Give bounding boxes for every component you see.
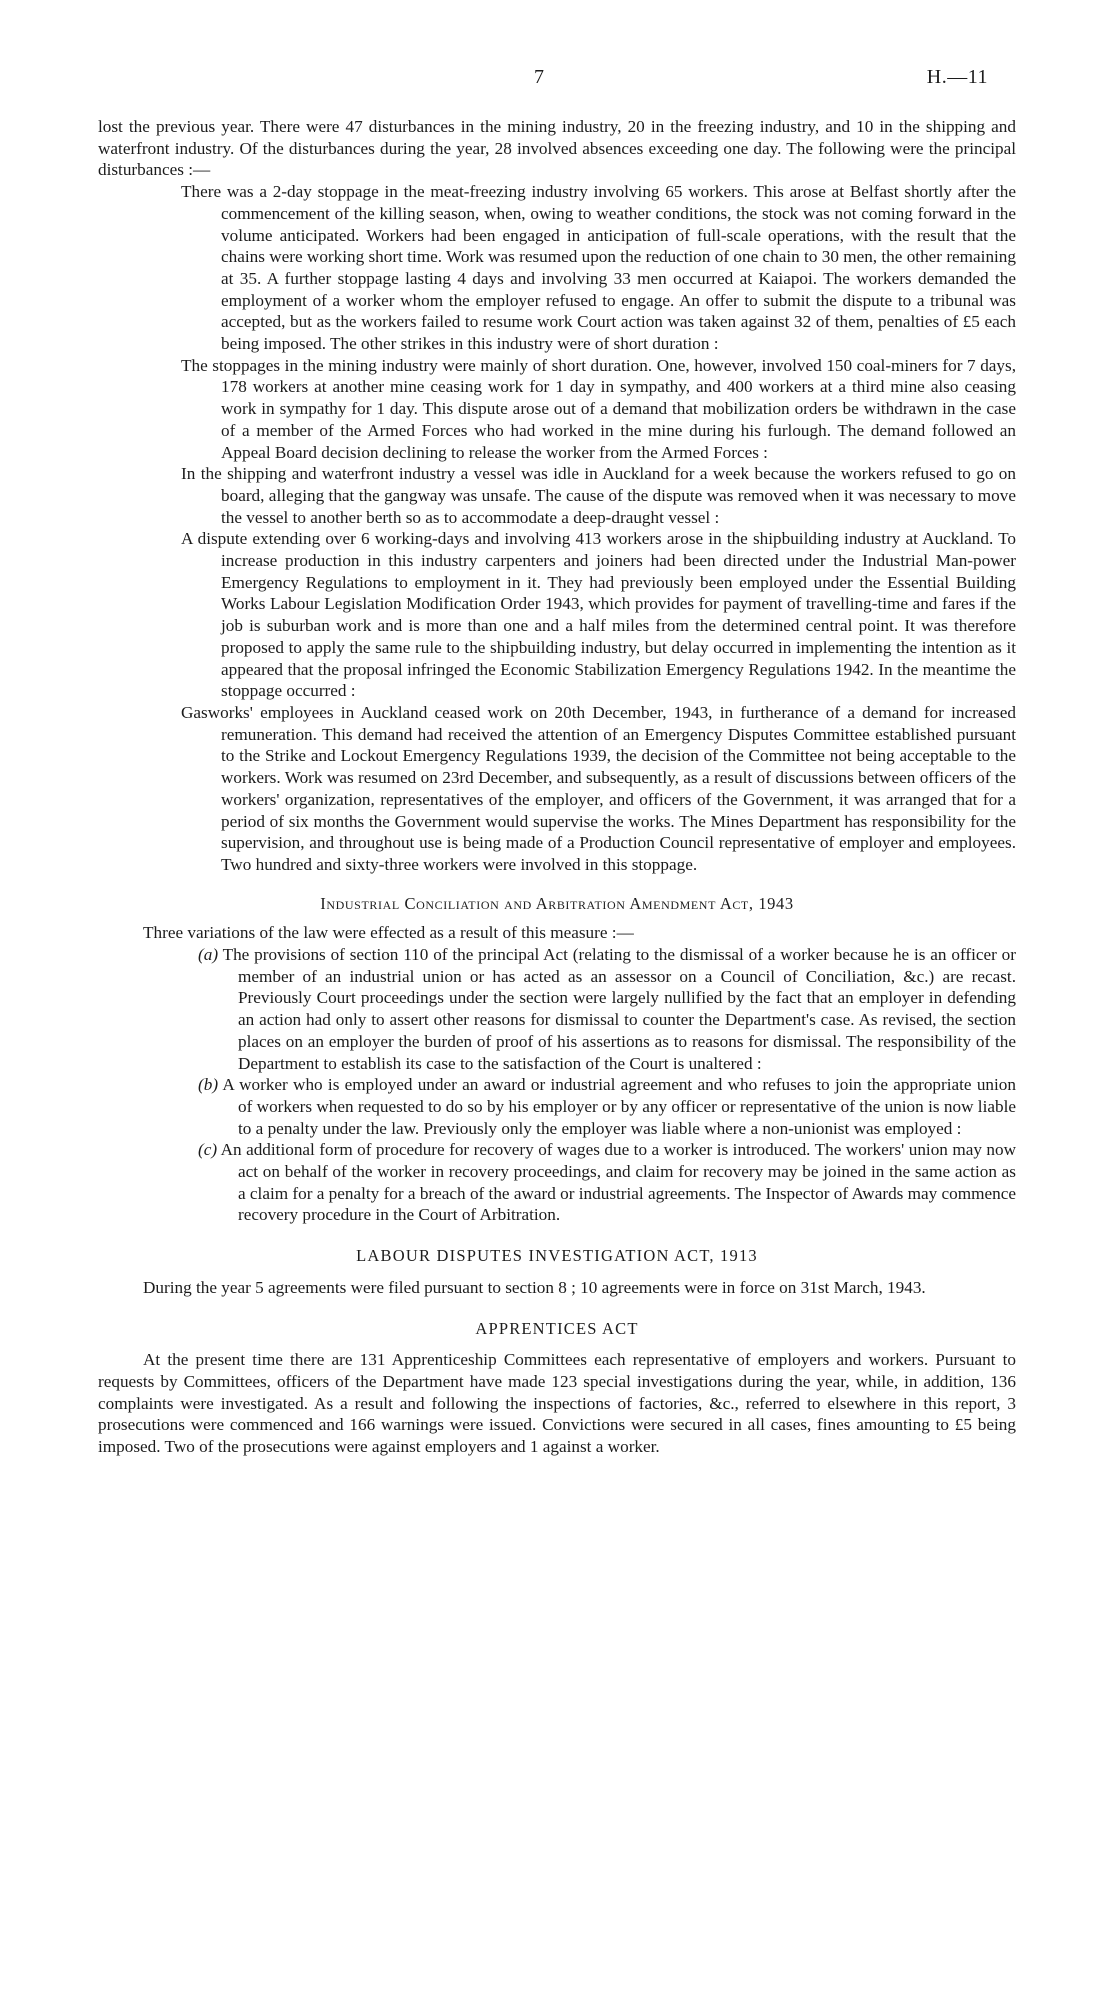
ica-act-heading: Industrial Conciliation and Arbitration Amendment Act, 1943: [320, 893, 794, 913]
apprentices-act-heading: APPRENTICES ACT: [475, 1318, 639, 1338]
ica-item-a: [98, 944, 1016, 1074]
ica-act-intro: Three variations of the law were effected as a result of this measure :—: [143, 923, 634, 943]
item-marker: (c): [198, 1140, 218, 1160]
shipbuilding-industry-paragraph: A dispute extending over 6 working-days and involving 413 workers arose in the shipbuilding industry at Auckland. To increase production in this industry carpenters and joiners had been directed under the Industrial Man-power Emergency Regulations to employment in it. They had previously been employed under the Essential Building Works Labour Legislation Modification Order 1943, which provides for payment of travelling-time and fares if the job is suburban work and is more than one and a half miles from the determined central point. It was therefore proposed to apply the same rule to the shipbuilding industry, but delay occurred in implementing the intention as it appeared that the proposal infringed the Economic Stabilization Emergency Regulations 1942. In the meantime the stoppage occurred :: [181, 529, 1016, 701]
freezing-industry-paragraph: There was a 2-day stoppage in the meat-freezing industry involving 65 workers. This arose at Belfast shortly after the commencement of the killing season, when, owing to weather conditions, the stock was not coming forward in the volume anticipated. Workers had been engaged in anticipation of full-scale operations, with the result that the chains were working short time. Work was resumed upon the reduction of one chain to 30 men, the other remaining at 35. A further stoppage lasting 4 days and involving 33 men occurred at Kaiapoi. The workers demanded the employment of a worker whom the employer refused to engage. An offer to submit the dispute to a tribunal was accepted, but as the workers failed to resume work Court action was taken against 32 of them, penalties of £5 each being imposed. The other strikes in this industry were of short duration :: [181, 182, 1016, 354]
page-number: 7: [534, 66, 544, 88]
item-text: The provisions of section 110 of the principal Act (relating to the dismissal of a worker because he is an officer or member of an industrial union or has acted as an assessor on a Council of Conciliation, &c.) are recast. Previously Court proceedings under the section were largely nullified by the fact that an employer in defending an action had only to assert other reasons for dismissal to counter the Department's case. As revised, the section places on an employer the burden of proof of his assertions as to reasons for dismissal. The responsibility of the Department to establish its case to the satisfaction of the Court is unaltered :: [222, 945, 1016, 1073]
shipping-industry-paragraph: In the shipping and waterfront industry a vessel was idle in Auckland for a week because the workers refused to go on board, alleging that the gangway was unsafe. The cause of the dispute was removed when it was necessary to move the vessel to another berth so as to accommodate a deep-draught vessel :: [181, 464, 1016, 527]
labour-disputes-paragraph: During the year 5 agreements were filed pursuant to section 8 ; 10 agreements were in force on 31st March, 1943.: [143, 1277, 926, 1297]
apprentices-act-paragraph: At the present time there are 131 Apprenticeship Committees each representative of employers and workers. Pursuant to requests by Committees, officers of the Department have made 123 special investigations during the year, while, in addition, 136 complaints were investigated. As a result and following the inspections of factories, &c., referred to elsewhere in this report, 3 prosecutions were commenced and 166 warnings were issued. Convictions were secured in all cases, fines amounting to £5 being imposed. Two of the prosecutions were against employers and 1 against a worker.: [98, 1350, 1016, 1457]
ica-item-b: [98, 1074, 1016, 1139]
gasworks-paragraph: Gasworks' employees in Auckland ceased work on 20th December, 1943, in furtherance of a demand for increased remuneration. This demand had received the attention of an Emergency Disputes Committee established pursuant to the Strike and Lockout Emergency Regulations 1939, the decision of the Committee not being acceptable to the workers. Work was resumed on 23rd December, and subsequently, as a result of discussions between officers of the workers' organization, representatives of the employer, and officers of the Government, it was arranged that for a period of six months the Government would supervise the works. The Mines Department has responsibility for the supervision, and throughout use is being made of a Production Council representative of employer and employees. Two hundred and sixty-three workers were involved in this stoppage.: [181, 702, 1016, 874]
item-marker: (a): [198, 945, 219, 965]
intro-paragraph: lost the previous year. There were 47 disturbances in the mining industry, 20 in the freezing industry, and 10 in the shipping and waterfront industry. Of the disturbances during the year, 28 involved absences exceeding one day. The following were the principal disturbances :—: [98, 117, 1016, 180]
item-text: A worker who is employed under an award or industrial agreement and who refuses to join the appropriate union of workers when requested to do so by his employer or by any officer or representative of the union is now liable to a penalty under the law. Previously only the employer was liable where a non-unionist was employed :: [222, 1075, 1016, 1138]
mining-industry-paragraph: The stoppages in the mining industry were mainly of short duration. One, however, involved 150 coal-miners for 7 days, 178 workers at another mine ceasing work for 1 day in sympathy, and 400 workers at a third mine also ceasing work in sympathy for 1 day. This dispute arose out of a demand that mobilization orders be withdrawn in the case of a member of the Armed Forces who had worked in the mine during his furlough. The demand followed an Appeal Board decision declining to release the worker from the Armed Forces :: [181, 355, 1016, 462]
ica-item-c: [98, 1139, 1016, 1226]
document-reference: H.—11: [926, 66, 988, 88]
document-body: [98, 116, 1016, 1458]
item-text: An additional form of procedure for recovery of wages due to a worker is introduced. The workers' union may now act on behalf of the worker in recovery proceedings, and claim for recovery may be joined in the same action as a claim for a penalty for a breach of the award or industrial agreements. The Inspector of Awards may commence recovery procedure in the Court of Arbitration.: [220, 1140, 1017, 1225]
item-marker: (b): [198, 1075, 219, 1095]
labour-disputes-heading: LABOUR DISPUTES INVESTIGATION ACT, 1913: [356, 1246, 758, 1266]
page-header: [0, 66, 1114, 90]
